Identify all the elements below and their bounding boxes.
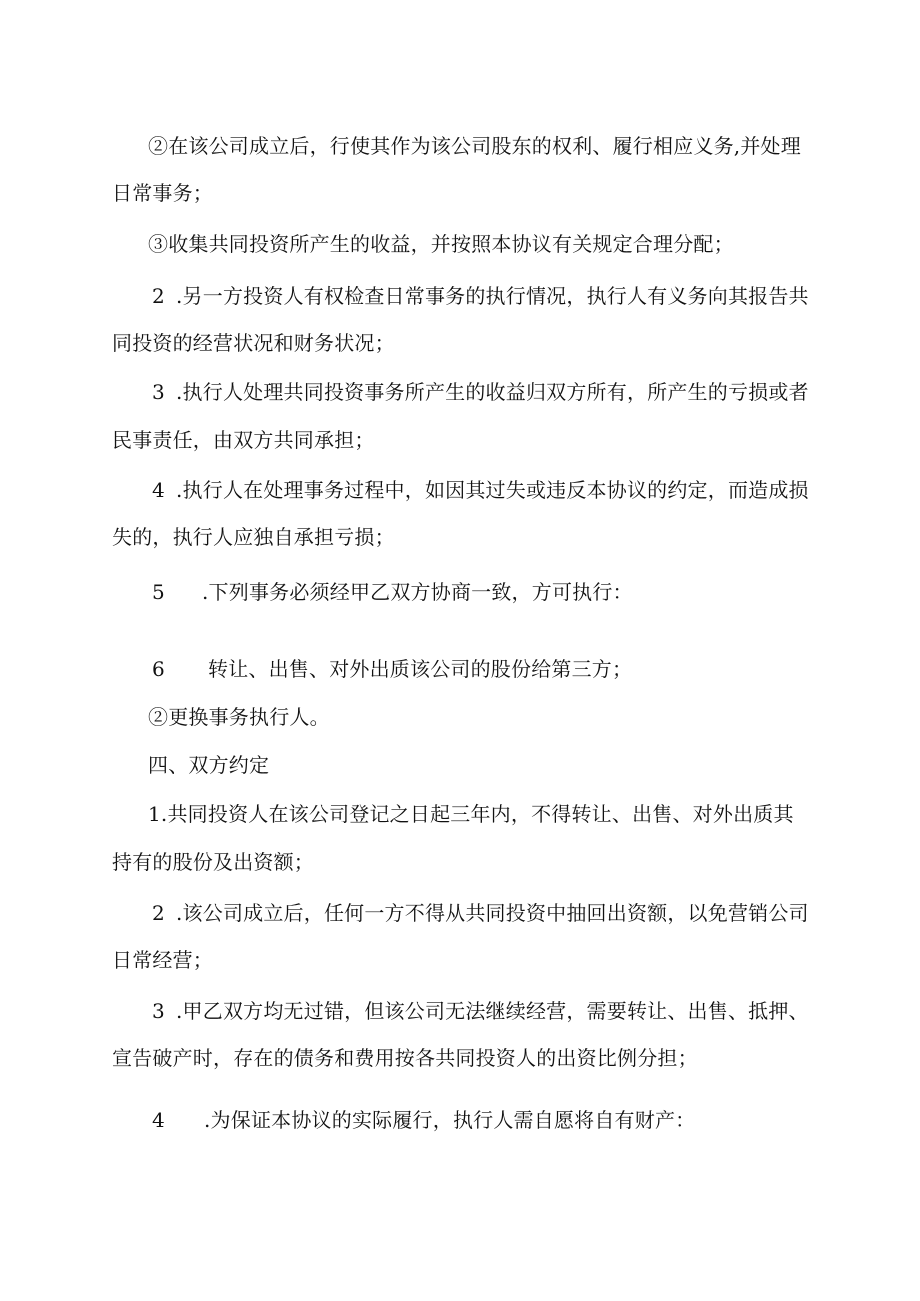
paragraph-line (112, 180, 213, 206)
paragraph-line (148, 801, 794, 827)
paragraph-text: 日常经营； (112, 948, 213, 972)
paragraph-text: 日常事务； (112, 181, 213, 205)
paragraph-line (148, 704, 330, 730)
paragraph-line (112, 1045, 698, 1071)
item-number: 6 (152, 657, 165, 681)
item-number: 3 (152, 380, 165, 404)
item-number: 2 (152, 901, 165, 925)
item-number: 3 (152, 999, 165, 1023)
paragraph-line (112, 849, 314, 875)
paragraph-line (152, 900, 809, 926)
paragraph-text: 1.共同投资人在该公司登记之日起三年内，不得转让、出售、对外出质其 (148, 802, 794, 826)
paragraph-line (152, 998, 809, 1024)
paragraph-text: 转让、出售、对外出质该公司的股份给第三方； (208, 657, 633, 681)
item-number: 2 (152, 284, 165, 308)
paragraph-line (112, 427, 375, 453)
paragraph-text: ③收集共同投资所产生的收益，并按照本协议有关规定合理分配； (148, 232, 734, 256)
item-number: 4 (152, 478, 165, 502)
paragraph-line (152, 477, 809, 503)
paragraph-text: ②在该公司成立后，行使其作为该公司股东的权利、履行相应义务,并处理 (148, 134, 801, 158)
paragraph-line (152, 379, 809, 405)
paragraph-text: .甲乙双方均无过错，但该公司无法继续经营，需要转让、出售、抵押、 (176, 999, 809, 1023)
item-number: 4 (152, 1108, 165, 1132)
paragraph-line (112, 524, 395, 550)
paragraph-line (152, 579, 633, 605)
paragraph-text: .为保证本协议的实际履行，执行人需自愿将自有财产： (204, 1108, 696, 1132)
paragraph-line (112, 330, 395, 356)
paragraph-text: ②更换事务执行人。 (148, 705, 330, 729)
paragraph-text: 民事责任，由双方共同承担； (112, 428, 375, 452)
paragraph-text: .该公司成立后，任何一方不得从共同投资中抽回出资额，以免营销公司 (176, 901, 809, 925)
item-number: 5 (152, 580, 165, 604)
paragraph-text: .执行人处理共同投资事务所产生的收益归双方所有，所产生的亏损或者 (176, 380, 809, 404)
paragraph-text: .执行人在处理事务过程中，如因其过失或违反本协议的约定，而造成损 (176, 478, 809, 502)
paragraph-line (152, 656, 632, 682)
paragraph-line (152, 1107, 695, 1133)
paragraph-text: 持有的股份及出资额； (112, 850, 314, 874)
paragraph-line (148, 133, 801, 159)
paragraph-line (112, 947, 213, 973)
paragraph-line (152, 283, 809, 309)
section-heading (148, 752, 269, 778)
paragraph-text: 宣告破产时，存在的债务和费用按各共同投资人的出资比例分担； (112, 1046, 698, 1070)
paragraph-line (148, 231, 734, 257)
paragraph-text: 失的，执行人应独自承担亏损； (112, 525, 395, 549)
paragraph-text: 同投资的经营状况和财务状况； (112, 331, 395, 355)
paragraph-text: .下列事务必须经甲乙双方协商一致，方可执行： (202, 580, 633, 604)
paragraph-text: .另一方投资人有权检查日常事务的执行情况，执行人有义务向其报告共 (176, 284, 809, 308)
section-heading-text: 四、双方约定 (148, 753, 270, 777)
